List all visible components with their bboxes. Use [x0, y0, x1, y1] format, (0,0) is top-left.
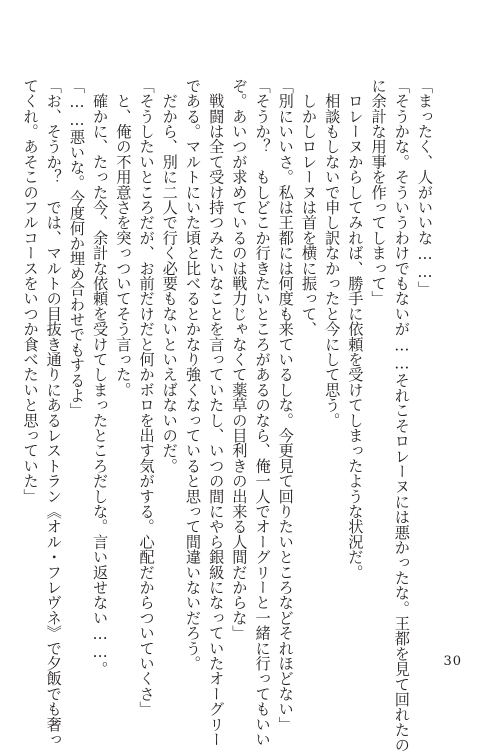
- text-line: 確かに、たった今、余計な依頼を受けてしまったところだしな。言い返せない……。: [91, 78, 110, 677]
- text-line: だから、別に二人で行く必要もないといえばないのだ。: [160, 78, 179, 474]
- text-line: 「……悪いな。今度何か埋め合わせでもするよ」: [67, 78, 86, 418]
- text-line: に余計な用事を作ってしまって」: [369, 78, 388, 306]
- text-line: 「そうかな。そういうわけでもないが……それこそロレーヌには悪かったな。王都を見て回れたの: [392, 78, 411, 752]
- text-line: 「そうしたいところだが、お前だけだと何かボロを出す気がする。心配だからついていくさ」: [137, 78, 156, 717]
- text-line: 戦闘は全て受け持つみたいなことを言っていたし、いつの間にやら銀級になっていたオーグリー: [207, 78, 226, 747]
- text-line: てくれ。あそこのフルコースをいつか食べたいと思っていた」: [21, 78, 40, 504]
- text-line: 「まったく、人がいいな……」: [416, 78, 434, 297]
- vertical-text-body: [21, 78, 436, 752]
- text-line: と、俺の不用意さを突っついてそう言った。: [114, 78, 133, 398]
- page-number: 30: [443, 654, 462, 669]
- text-line: しかしロレーヌは首を横に振って、: [299, 78, 318, 337]
- text-line: 「別にいいさ。私は王都には何度も来ているしな。今更見て回りたいところなどそれほどない」: [276, 78, 295, 732]
- text-line: 「そうか？ もしどこか行きたいところがあるのなら、俺一人でオーグリーと一緒に行ってもいい: [253, 78, 272, 747]
- text-line: ぞ。あいつが求めているのは戦力じゃなくて薬草の目利きの出来る人間だからな」: [230, 78, 249, 641]
- text-line: ロレーヌからしてみれば、勝手に依頼を受けてしまったような状況だ。: [346, 78, 365, 580]
- text-line: である。マルトにいた頃と比べるとかなり強くなっていると思って間違いないだろう。: [183, 78, 202, 671]
- text-line: 相談もしないで申し訳なかったと今にして思う。: [323, 78, 342, 428]
- text-line: 「お、そうか？ では、マルトの目抜き通りにあるレストラン《オル・フレヴネ》で夕飯でも奢っ: [44, 78, 63, 747]
